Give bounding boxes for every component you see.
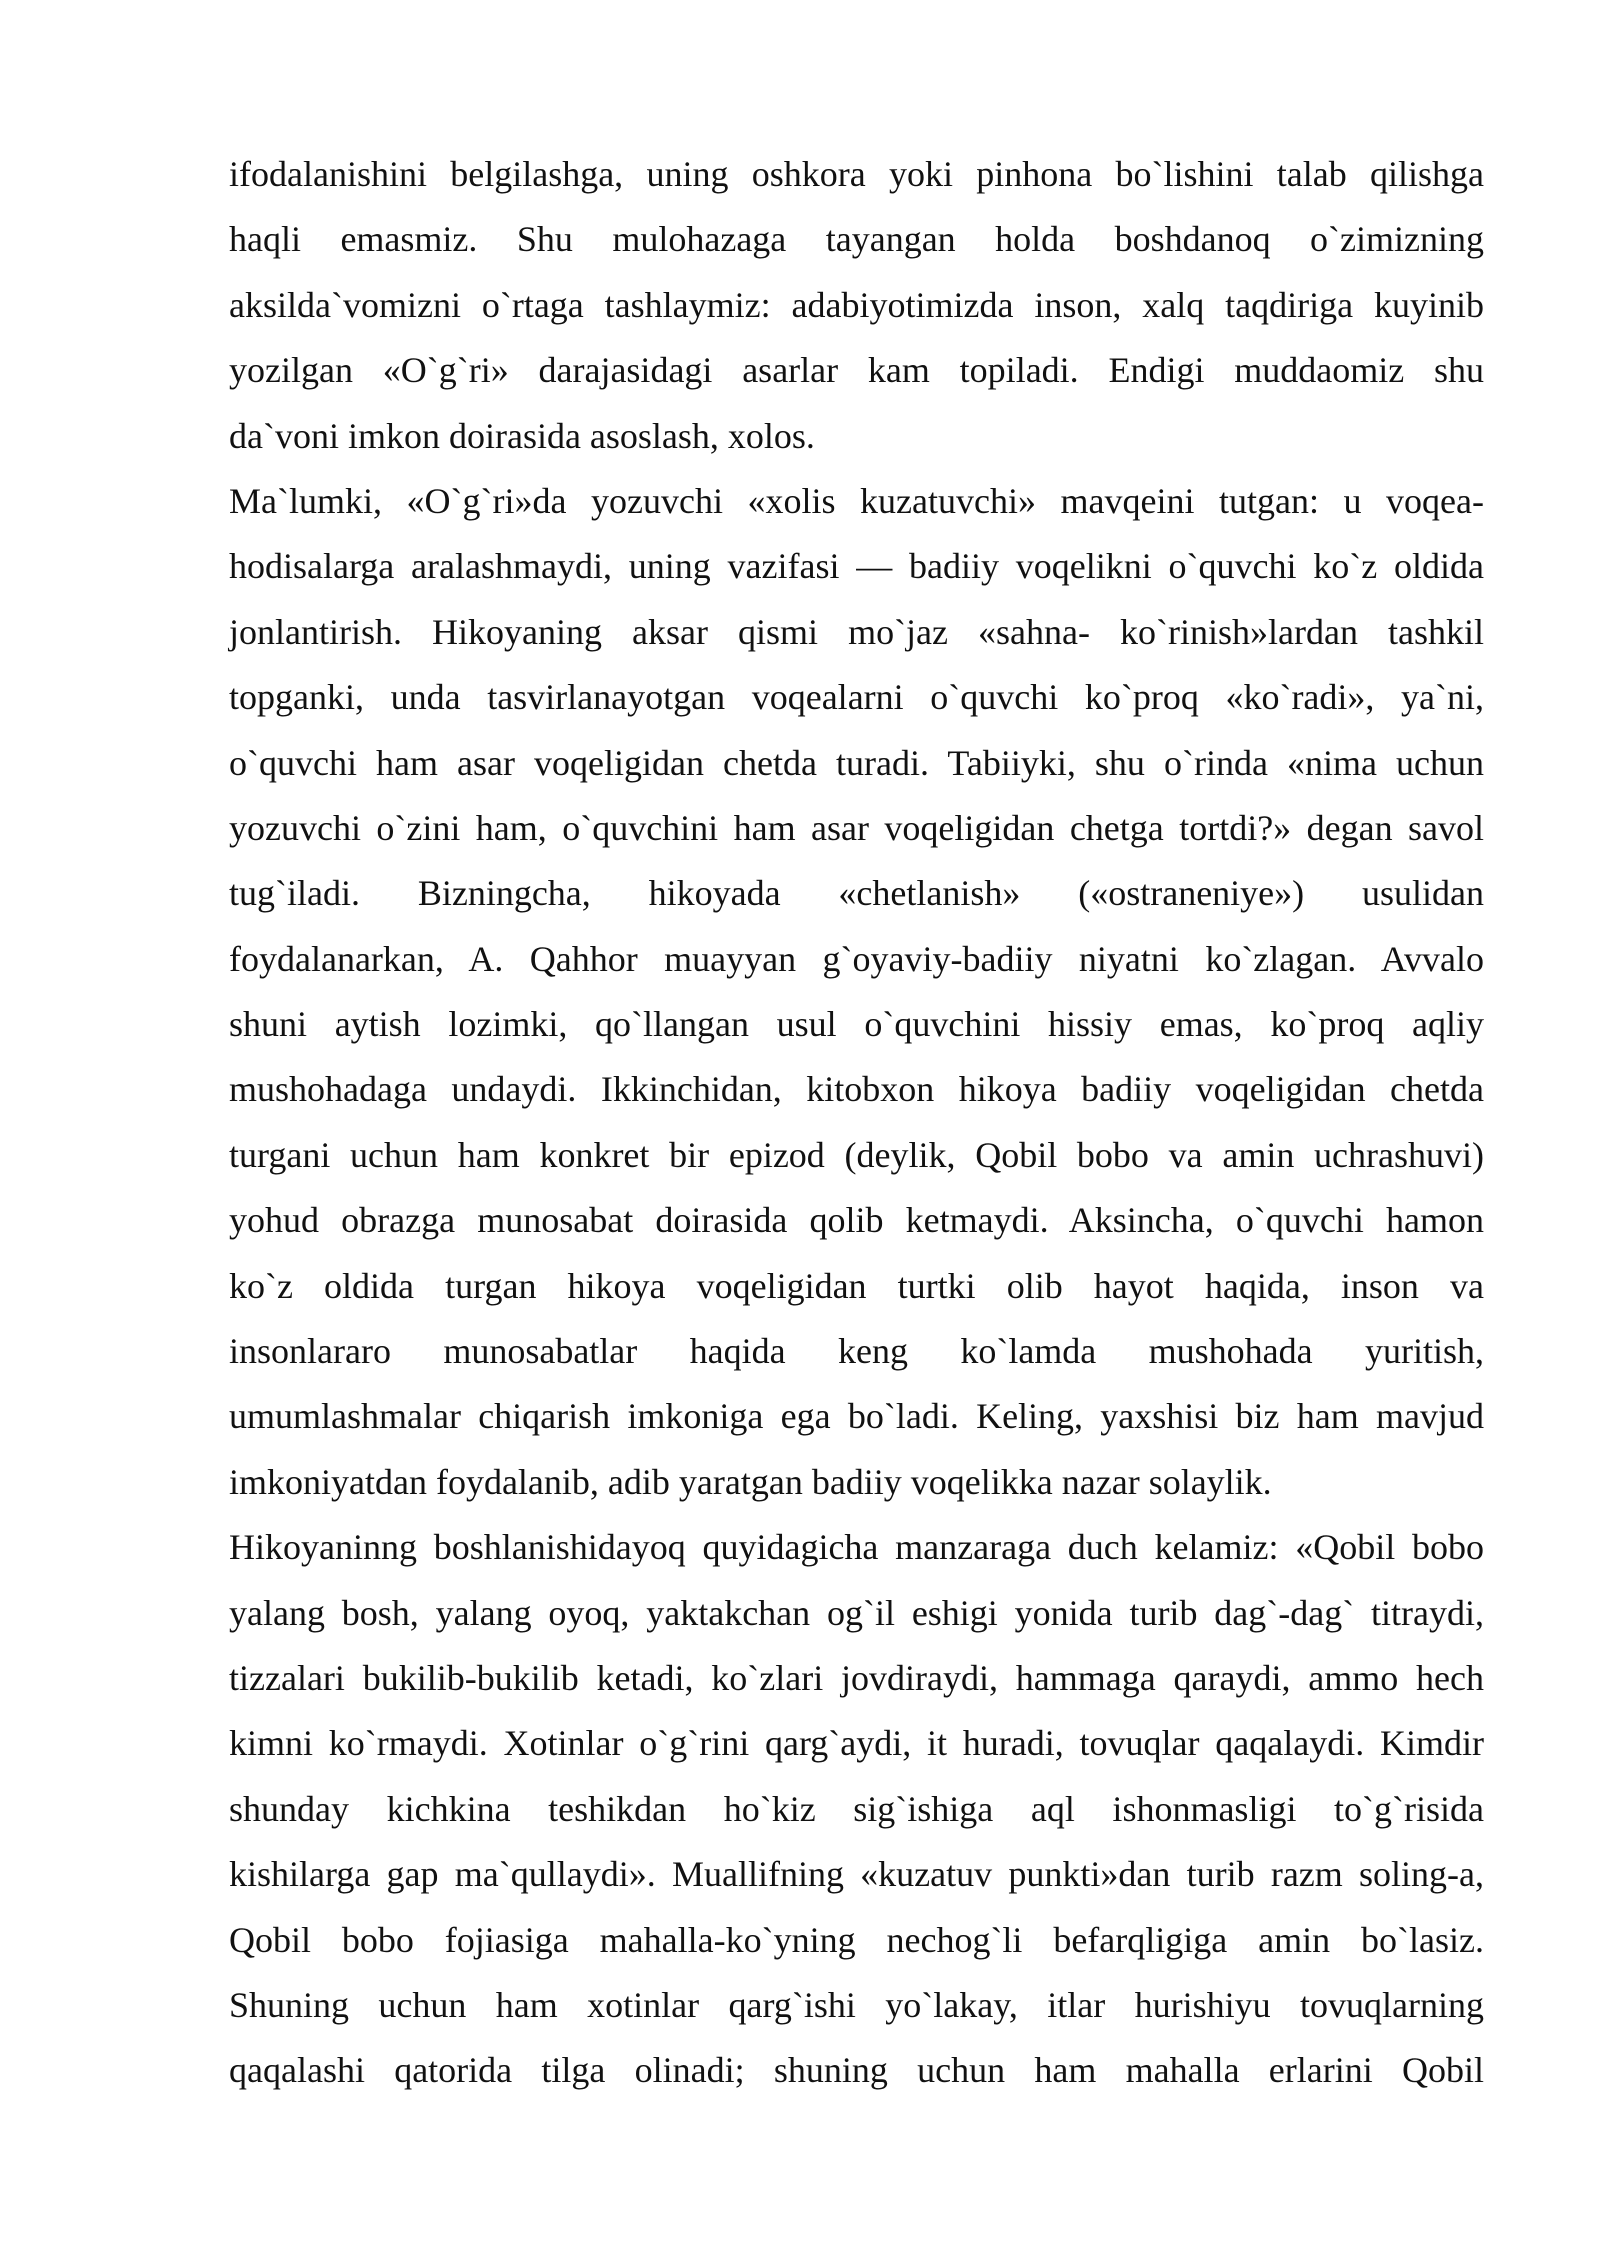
text-line: tizzalari bukilib-bukilib ketadi, ko`zlari jovdiraydi, hammaga qaraydi, ammo hech xyxy=(229,1657,1484,1698)
text-line: Qobil bobo fojiasiga mahalla-ko`yning nechog`li befarqligiga amin bo`lasiz. xyxy=(229,1919,1484,1960)
text-line: umumlashmalar chiqarish imkoniga ega bo`ladi. Keling, yaxshisi biz ham mavjud xyxy=(229,1396,1484,1437)
text-line: topganki, unda tasvirlanayotgan voqealarni o`quvchi ko`proq «ko`radi», ya`ni, xyxy=(229,677,1484,718)
paragraph-3 xyxy=(229,1515,1484,2104)
text-line: Hikoyaninng boshlanishidayoq quyidagicha manzaraga duch kelamiz: «Qobil bobo xyxy=(229,1527,1484,1568)
text-line: da`voni imkon doirasida asoslash, xolos. xyxy=(229,415,815,456)
text-line: qaqalashi qatorida tilga olinadi; shuning uchun ham mahalla erlarini Qobil xyxy=(229,2050,1484,2091)
text-line: imkoniyatdan foydalanib, adib yaratgan badiiy voqelikka nazar solaylik. xyxy=(229,1461,1272,1502)
text-line: yozilgan «O`g`ri» darajasidagi asarlar kam topiladi. Endigi muddaomiz shu xyxy=(229,350,1484,391)
text-line: yalang bosh, yalang oyoq, yaktakchan og`il eshigi yonida turib dag`-dag` titraydi, xyxy=(229,1592,1484,1633)
text-line: jonlantirish. Hikoyaning aksar qismi mo`jaz «sahna- ko`rinish»lardan tashkil xyxy=(229,611,1484,652)
text-line: ko`z oldida turgan hikoya voqeligidan turtki olib hayot haqida, inson va xyxy=(229,1265,1484,1306)
text-line: yozuvchi o`zini ham, o`quvchini ham asar voqeligidan chetga tortdi?» degan savol xyxy=(229,807,1484,848)
text-line: mushohadaga undaydi. Ikkinchidan, kitobxon hikoya badiiy voqeligidan chetda xyxy=(229,1069,1484,1110)
text-line: foydalanarkan, A. Qahhor muayyan g`oyaviy-badiiy niyatni ko`zlagan. Avvalo xyxy=(229,938,1484,979)
text-line: haqli emasmiz. Shu mulohazaga tayangan holda boshdanoq o`zimizning xyxy=(229,219,1484,260)
text-line: shuni aytish lozimki, qo`llangan usul o`quvchini hissiy emas, ko`proq aqliy xyxy=(229,1004,1484,1045)
text-line: shunday kichkina teshikdan ho`kiz sig`ishiga aql ishonmasligi to`g`risida xyxy=(229,1788,1484,1829)
document-page xyxy=(229,142,1484,2104)
text-line: ifodalanishini belgilashga, uning oshkora yoki pinhona bo`lishini talab qilishga xyxy=(229,154,1484,194)
paragraph-2 xyxy=(229,469,1484,1515)
text-line: kishilarga gap ma`qullaydi». Muallifning «kuzatuv punkti»dan turib razm soling-a, xyxy=(229,1854,1484,1895)
text-line: yohud obrazga munosabat doirasida qolib ketmaydi. Aksincha, o`quvchi hamon xyxy=(229,1200,1484,1241)
paragraph-1 xyxy=(229,142,1484,469)
text-line: hodisalarga aralashmaydi, uning vazifasi — badiiy voqelikni o`quvchi ko`z oldida xyxy=(229,546,1484,587)
text-line: insonlararo munosabatlar haqida keng ko`lamda mushohada yuritish, xyxy=(229,1331,1484,1372)
text-line: Ma`lumki, «O`g`ri»da yozuvchi «xolis kuzatuvchi» mavqeini tutgan: u voqea- xyxy=(229,480,1484,521)
text-line: kimni ko`rmaydi. Xotinlar o`g`rini qarg`aydi, it huradi, tovuqlar qaqalaydi. Kimdir xyxy=(229,1723,1484,1764)
text-line: turgani uchun ham konkret bir epizod (deylik, Qobil bobo va amin uchrashuvi) xyxy=(229,1134,1484,1175)
text-line: tug`iladi. Bizningcha, hikoyada «chetlanish» («ostraneniye») usulidan xyxy=(229,873,1484,914)
text-line: aksilda`vomizni o`rtaga tashlaymiz: adabiyotimizda inson, xalq taqdiriga kuyinib xyxy=(229,284,1484,325)
text-line: Shuning uchun ham xotinlar qarg`ishi yo`lakay, itlar hurishiyu tovuqlarning xyxy=(229,1984,1484,2025)
text-line: o`quvchi ham asar voqeligidan chetda turadi. Tabiiyki, shu o`rinda «nima uchun xyxy=(229,742,1484,783)
